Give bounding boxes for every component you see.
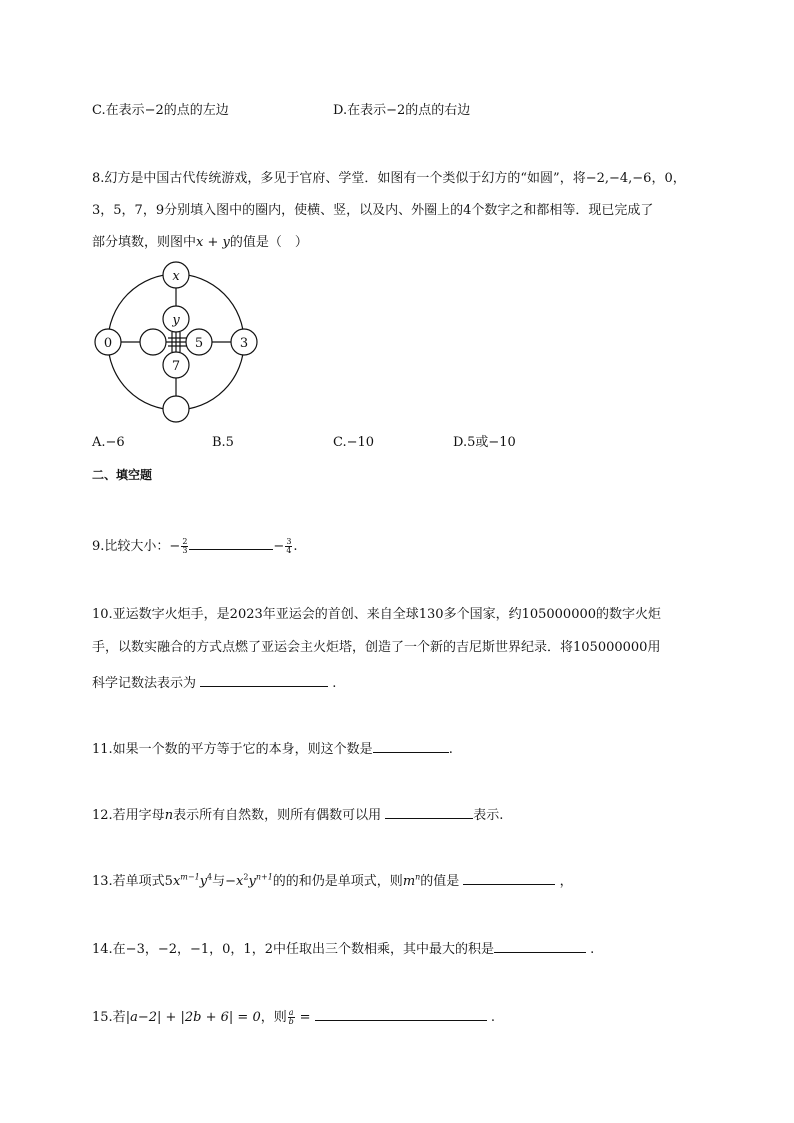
q8-option-a: A.−6: [92, 435, 125, 450]
q10-line2: 手，以数实融合的方式点燃了亚运会主火炬塔，创造了一个新的吉尼斯世界纪录．将105000000用: [92, 640, 661, 655]
label-top: x: [172, 269, 180, 284]
q12: 12.若用字母n表示所有自然数，则所有偶数可以用 表示.: [92, 804, 503, 825]
label-left: 0: [103, 336, 113, 351]
circle-inner-left: [140, 329, 166, 355]
q9-blank[interactable]: [189, 535, 273, 550]
q11-blank[interactable]: [373, 738, 449, 753]
q8-option-b: B.5: [212, 435, 234, 450]
label-inner-top: y: [172, 313, 180, 328]
q10-blank[interactable]: [200, 672, 328, 687]
q8-line1: 8.幻方是中国古代传统游戏，多见于官府、学堂．如图有一个类似于幻方的“如圆”，将−2,−4,−6，0，: [92, 171, 686, 186]
option-d: D.在表示−2的点的右边: [333, 103, 471, 118]
option-c: C.在表示−2的点的左边: [92, 103, 229, 118]
label-inner-right: 5: [194, 336, 204, 351]
q9: 9.比较大小：− $\frac{2}{3}$ − $\frac{3}{4}$ .: [92, 537, 298, 555]
magic-circle-figure: [92, 260, 262, 430]
q8-line3: 部分填数，则图中x + y的值是（ ）: [92, 235, 308, 250]
q8-option-c: C.−10: [333, 435, 375, 450]
q10-line3: 科学记数法表示为 .: [92, 672, 336, 693]
q13: 13.若单项式$5x^{m-1}y^4$与$-x^2y^{n+1}$的的和仍是单项式，则$m^n$的值是 ，: [92, 870, 573, 891]
circle-bottom: [163, 396, 189, 422]
label-inner-bottom: 7: [171, 359, 181, 374]
q10-line1: 10.亚运数字火炬手，是2023年亚运会的首创、来自全球130多个国家，约105000000的数字火炬: [92, 607, 662, 622]
section-title: 二、填空题: [92, 468, 153, 482]
q11: 11.如果一个数的平方等于它的本身，则这个数是 .: [92, 738, 453, 759]
q12-blank[interactable]: [385, 804, 473, 819]
q14-blank[interactable]: [494, 938, 586, 953]
q8-line2: 3，5，7，9分别填入图中的圈内，使横、竖，以及内、外圈上的4个数字之和都相等．现已完成了: [92, 203, 654, 218]
q13-blank[interactable]: [463, 870, 555, 885]
q8-option-d: D.5或−10: [453, 435, 516, 450]
q15: 15.若|a−2| + |2b + 6| = 0，则 $\frac{a}{b}$ = .: [92, 1008, 495, 1026]
label-right: 3: [239, 336, 249, 351]
q14: 14.在−3，−2，−1，0，1，2中任取出三个数相乘，其中最大的积是 .: [92, 938, 594, 959]
q15-blank[interactable]: [315, 1006, 487, 1021]
